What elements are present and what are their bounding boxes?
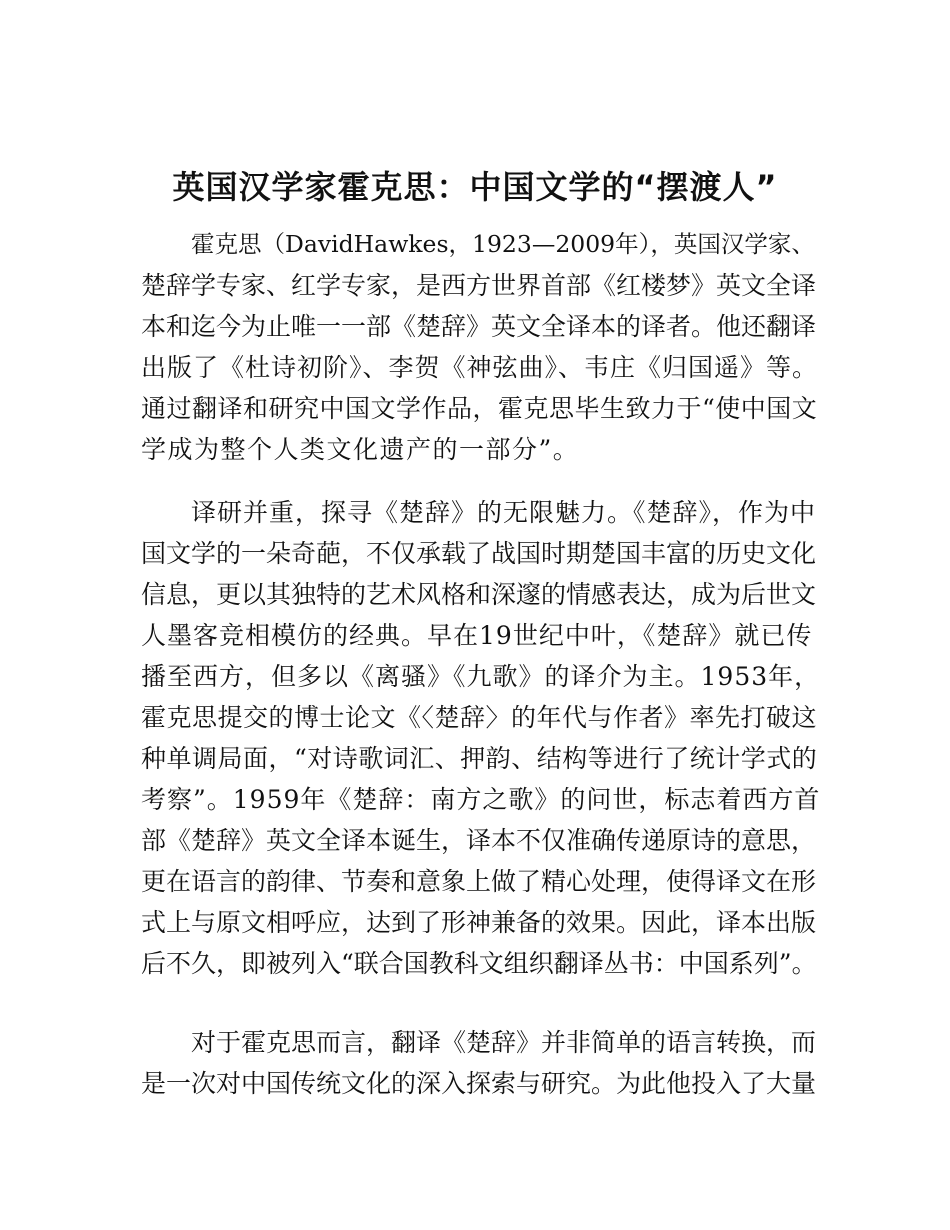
article-title: 英国汉学家霍克思：中国文学的“摆渡人” — [172, 168, 778, 206]
text-line: 部《楚辞》英文全译本诞生，译本不仅准确传递原诗的意思， — [141, 826, 817, 855]
text-line: 楚辞学专家、红学专家，是西方世界首部《红楼梦》英文全译 — [141, 271, 817, 300]
paragraph-chuci — [141, 492, 821, 984]
text-line: 播至西方，但多以《离骚》《九歌》的译介为主。1953年， — [141, 662, 821, 691]
text-line: 对于霍克思而言，翻译《楚辞》并非简单的语言转换，而 — [191, 1028, 817, 1057]
text-line: 本和迄今为止唯一一部《楚辞》英文全译本的译者。他还翻译 — [141, 312, 817, 341]
text-line: 考察”。1959年《楚辞：南方之歌》的问世，标志着西方首 — [141, 785, 821, 814]
text-line: 式上与原文相呼应，达到了形神兼备的效果。因此，译本出版 — [141, 908, 817, 937]
paragraph-translation — [141, 1022, 821, 1104]
text-line: 是一次对中国传统文化的深入探索与研究。为此他投入了大量 — [141, 1069, 817, 1098]
text-line: 信息，更以其独特的艺术风格和深邃的情感表达，成为后世文 — [141, 580, 817, 609]
text-line: 后不久，即被列入“联合国教科文组织翻译丛书：中国系列”。 — [141, 949, 817, 978]
text-line: 译研并重，探寻《楚辞》的无限魅力。《楚辞》，作为中 — [191, 498, 817, 527]
paragraph-intro — [141, 224, 821, 470]
text-line: 人墨客竞相模仿的经典。早在19世纪中叶，《楚辞》就已传 — [141, 621, 813, 650]
text-line: 学成为整个人类文化遗产的一部分”。 — [141, 435, 580, 464]
text-line: 种单调局面，“对诗歌词汇、押韵、结构等进行了统计学式的 — [141, 744, 818, 773]
text-line: 通过翻译和研究中国文学作品，霍克思毕生致力于“使中国文 — [141, 394, 818, 423]
text-line: 国文学的一朵奇葩，不仅承载了战国时期楚国丰富的历史文化 — [141, 539, 817, 568]
text-line: 霍克思（DavidHawkes，1923—2009年），英国汉学家、 — [191, 230, 815, 258]
text-line: 更在语言的韵律、节奏和意象上做了精心处理，使得译文在形 — [141, 867, 817, 896]
text-line: 出版了《杜诗初阶》、李贺《神弦曲》、韦庄《归国遥》等。 — [141, 353, 819, 382]
text-line: 霍克思提交的博士论文《〈楚辞〉的年代与作者》率先打破这 — [141, 703, 818, 732]
